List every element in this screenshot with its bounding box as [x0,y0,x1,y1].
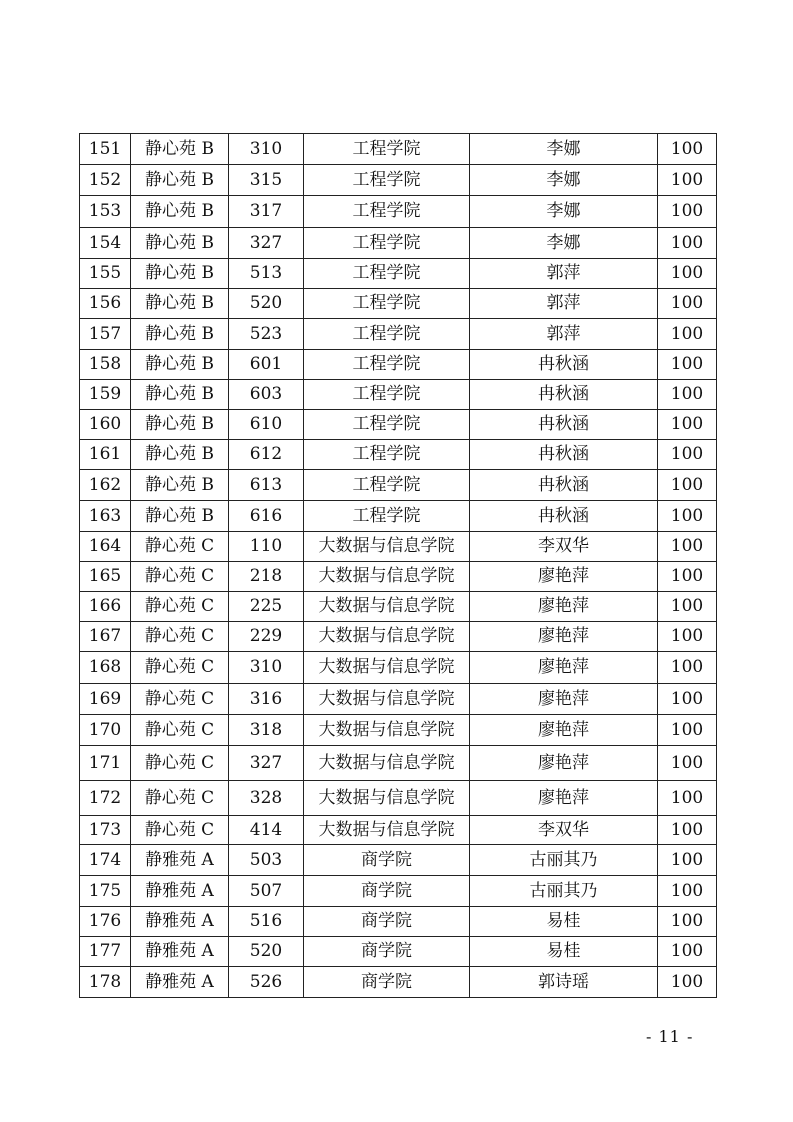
person-cell: 李娜 [470,228,658,259]
table-row [80,319,717,350]
building-cell: 静心苑 B [131,165,229,196]
person-cell: 冉秋涵 [470,350,658,380]
college-cell: 工程学院 [304,289,470,319]
score-cell: 100 [658,967,717,998]
score-cell: 100 [658,228,717,259]
dormitory-score-table-container [79,133,716,998]
building-cell: 静心苑 C [131,816,229,845]
table-row [80,289,717,319]
table-row [80,350,717,380]
person-cell: 廖艳萍 [470,781,658,816]
table-row [80,652,717,684]
table-row [80,134,717,165]
college-cell: 工程学院 [304,380,470,410]
row-number-cell: 166 [80,592,131,622]
person-cell: 李双华 [470,816,658,845]
row-number-cell: 157 [80,319,131,350]
score-cell: 100 [658,907,717,937]
row-number-cell: 158 [80,350,131,380]
building-cell: 静雅苑 A [131,876,229,907]
college-cell: 工程学院 [304,350,470,380]
row-number-cell: 167 [80,622,131,652]
building-cell: 静心苑 B [131,350,229,380]
row-number-cell: 171 [80,746,131,781]
room-cell: 225 [229,592,304,622]
score-cell: 100 [658,845,717,876]
college-cell: 大数据与信息学院 [304,532,470,562]
score-cell: 100 [658,781,717,816]
row-number-cell: 155 [80,259,131,289]
room-cell: 316 [229,684,304,715]
row-number-cell: 153 [80,196,131,228]
row-number-cell: 170 [80,715,131,746]
person-cell: 冉秋涵 [470,440,658,470]
building-cell: 静心苑 C [131,622,229,652]
college-cell: 工程学院 [304,134,470,165]
table-row [80,876,717,907]
score-cell: 100 [658,165,717,196]
room-cell: 327 [229,228,304,259]
college-cell: 商学院 [304,845,470,876]
score-cell: 100 [658,350,717,380]
table-row [80,937,717,967]
table-row [80,907,717,937]
row-number-cell: 152 [80,165,131,196]
building-cell: 静心苑 B [131,259,229,289]
row-number-cell: 165 [80,562,131,592]
college-cell: 大数据与信息学院 [304,562,470,592]
room-cell: 516 [229,907,304,937]
person-cell: 冉秋涵 [470,470,658,501]
person-cell: 易桂 [470,937,658,967]
person-cell: 李娜 [470,196,658,228]
row-number-cell: 154 [80,228,131,259]
college-cell: 工程学院 [304,319,470,350]
score-cell: 100 [658,532,717,562]
room-cell: 520 [229,937,304,967]
room-cell: 229 [229,622,304,652]
college-cell: 商学院 [304,967,470,998]
room-cell: 327 [229,746,304,781]
person-cell: 易桂 [470,907,658,937]
college-cell: 工程学院 [304,440,470,470]
score-cell: 100 [658,937,717,967]
building-cell: 静心苑 C [131,592,229,622]
college-cell: 大数据与信息学院 [304,816,470,845]
building-cell: 静心苑 C [131,532,229,562]
score-cell: 100 [658,816,717,845]
person-cell: 冉秋涵 [470,410,658,440]
table-row [80,781,717,816]
row-number-cell: 161 [80,440,131,470]
room-cell: 318 [229,715,304,746]
room-cell: 328 [229,781,304,816]
table-row [80,816,717,845]
college-cell: 大数据与信息学院 [304,781,470,816]
building-cell: 静心苑 B [131,410,229,440]
row-number-cell: 156 [80,289,131,319]
score-cell: 100 [658,746,717,781]
college-cell: 大数据与信息学院 [304,715,470,746]
table-row [80,715,717,746]
score-cell: 100 [658,501,717,532]
table-row [80,228,717,259]
row-number-cell: 151 [80,134,131,165]
room-cell: 603 [229,380,304,410]
page-number: - 11 - [646,1027,694,1046]
row-number-cell: 175 [80,876,131,907]
college-cell: 工程学院 [304,470,470,501]
table-row [80,410,717,440]
person-cell: 李双华 [470,532,658,562]
score-cell: 100 [658,622,717,652]
room-cell: 110 [229,532,304,562]
building-cell: 静雅苑 A [131,937,229,967]
person-cell: 郭诗瑶 [470,967,658,998]
building-cell: 静心苑 B [131,228,229,259]
row-number-cell: 176 [80,907,131,937]
person-cell: 廖艳萍 [470,592,658,622]
table-row [80,196,717,228]
row-number-cell: 163 [80,501,131,532]
table-row [80,501,717,532]
table-row [80,440,717,470]
room-cell: 520 [229,289,304,319]
row-number-cell: 172 [80,781,131,816]
room-cell: 310 [229,134,304,165]
person-cell: 古丽其乃 [470,845,658,876]
table-row [80,684,717,715]
score-cell: 100 [658,196,717,228]
room-cell: 513 [229,259,304,289]
person-cell: 冉秋涵 [470,501,658,532]
score-cell: 100 [658,876,717,907]
room-cell: 601 [229,350,304,380]
score-cell: 100 [658,259,717,289]
college-cell: 大数据与信息学院 [304,592,470,622]
score-cell: 100 [658,134,717,165]
building-cell: 静心苑 B [131,470,229,501]
college-cell: 商学院 [304,876,470,907]
person-cell: 李娜 [470,165,658,196]
score-cell: 100 [658,380,717,410]
college-cell: 商学院 [304,907,470,937]
room-cell: 310 [229,652,304,684]
score-cell: 100 [658,652,717,684]
building-cell: 静心苑 B [131,319,229,350]
room-cell: 616 [229,501,304,532]
row-number-cell: 162 [80,470,131,501]
row-number-cell: 160 [80,410,131,440]
college-cell: 商学院 [304,937,470,967]
table-row [80,967,717,998]
table-row [80,562,717,592]
score-cell: 100 [658,319,717,350]
room-cell: 507 [229,876,304,907]
table-row [80,380,717,410]
row-number-cell: 169 [80,684,131,715]
row-number-cell: 178 [80,967,131,998]
building-cell: 静心苑 C [131,781,229,816]
room-cell: 503 [229,845,304,876]
building-cell: 静心苑 C [131,652,229,684]
row-number-cell: 159 [80,380,131,410]
table-body [80,134,717,998]
table-row [80,165,717,196]
score-cell: 100 [658,289,717,319]
person-cell: 郭萍 [470,259,658,289]
building-cell: 静心苑 B [131,440,229,470]
building-cell: 静心苑 B [131,289,229,319]
table-row [80,470,717,501]
score-cell: 100 [658,562,717,592]
building-cell: 静心苑 C [131,562,229,592]
row-number-cell: 177 [80,937,131,967]
person-cell: 廖艳萍 [470,622,658,652]
score-cell: 100 [658,684,717,715]
building-cell: 静心苑 C [131,684,229,715]
building-cell: 静雅苑 A [131,967,229,998]
room-cell: 613 [229,470,304,501]
person-cell: 李娜 [470,134,658,165]
score-cell: 100 [658,715,717,746]
table-row [80,845,717,876]
score-cell: 100 [658,592,717,622]
room-cell: 317 [229,196,304,228]
room-cell: 612 [229,440,304,470]
college-cell: 工程学院 [304,501,470,532]
person-cell: 廖艳萍 [470,652,658,684]
building-cell: 静雅苑 A [131,845,229,876]
college-cell: 大数据与信息学院 [304,746,470,781]
row-number-cell: 173 [80,816,131,845]
building-cell: 静雅苑 A [131,907,229,937]
college-cell: 工程学院 [304,259,470,289]
score-cell: 100 [658,470,717,501]
room-cell: 526 [229,967,304,998]
table-row [80,259,717,289]
person-cell: 廖艳萍 [470,746,658,781]
person-cell: 廖艳萍 [470,562,658,592]
building-cell: 静心苑 B [131,134,229,165]
college-cell: 大数据与信息学院 [304,684,470,715]
table-row [80,592,717,622]
row-number-cell: 164 [80,532,131,562]
college-cell: 工程学院 [304,228,470,259]
college-cell: 工程学院 [304,196,470,228]
room-cell: 218 [229,562,304,592]
college-cell: 工程学院 [304,165,470,196]
room-cell: 414 [229,816,304,845]
score-cell: 100 [658,440,717,470]
college-cell: 大数据与信息学院 [304,652,470,684]
row-number-cell: 174 [80,845,131,876]
person-cell: 冉秋涵 [470,380,658,410]
building-cell: 静心苑 C [131,715,229,746]
table-row [80,622,717,652]
building-cell: 静心苑 C [131,746,229,781]
table-row [80,532,717,562]
person-cell: 廖艳萍 [470,684,658,715]
college-cell: 大数据与信息学院 [304,622,470,652]
row-number-cell: 168 [80,652,131,684]
college-cell: 工程学院 [304,410,470,440]
building-cell: 静心苑 B [131,501,229,532]
building-cell: 静心苑 B [131,196,229,228]
room-cell: 315 [229,165,304,196]
person-cell: 古丽其乃 [470,876,658,907]
room-cell: 610 [229,410,304,440]
room-cell: 523 [229,319,304,350]
person-cell: 廖艳萍 [470,715,658,746]
building-cell: 静心苑 B [131,380,229,410]
dormitory-score-table [79,133,717,998]
person-cell: 郭萍 [470,319,658,350]
score-cell: 100 [658,410,717,440]
person-cell: 郭萍 [470,289,658,319]
table-row [80,746,717,781]
